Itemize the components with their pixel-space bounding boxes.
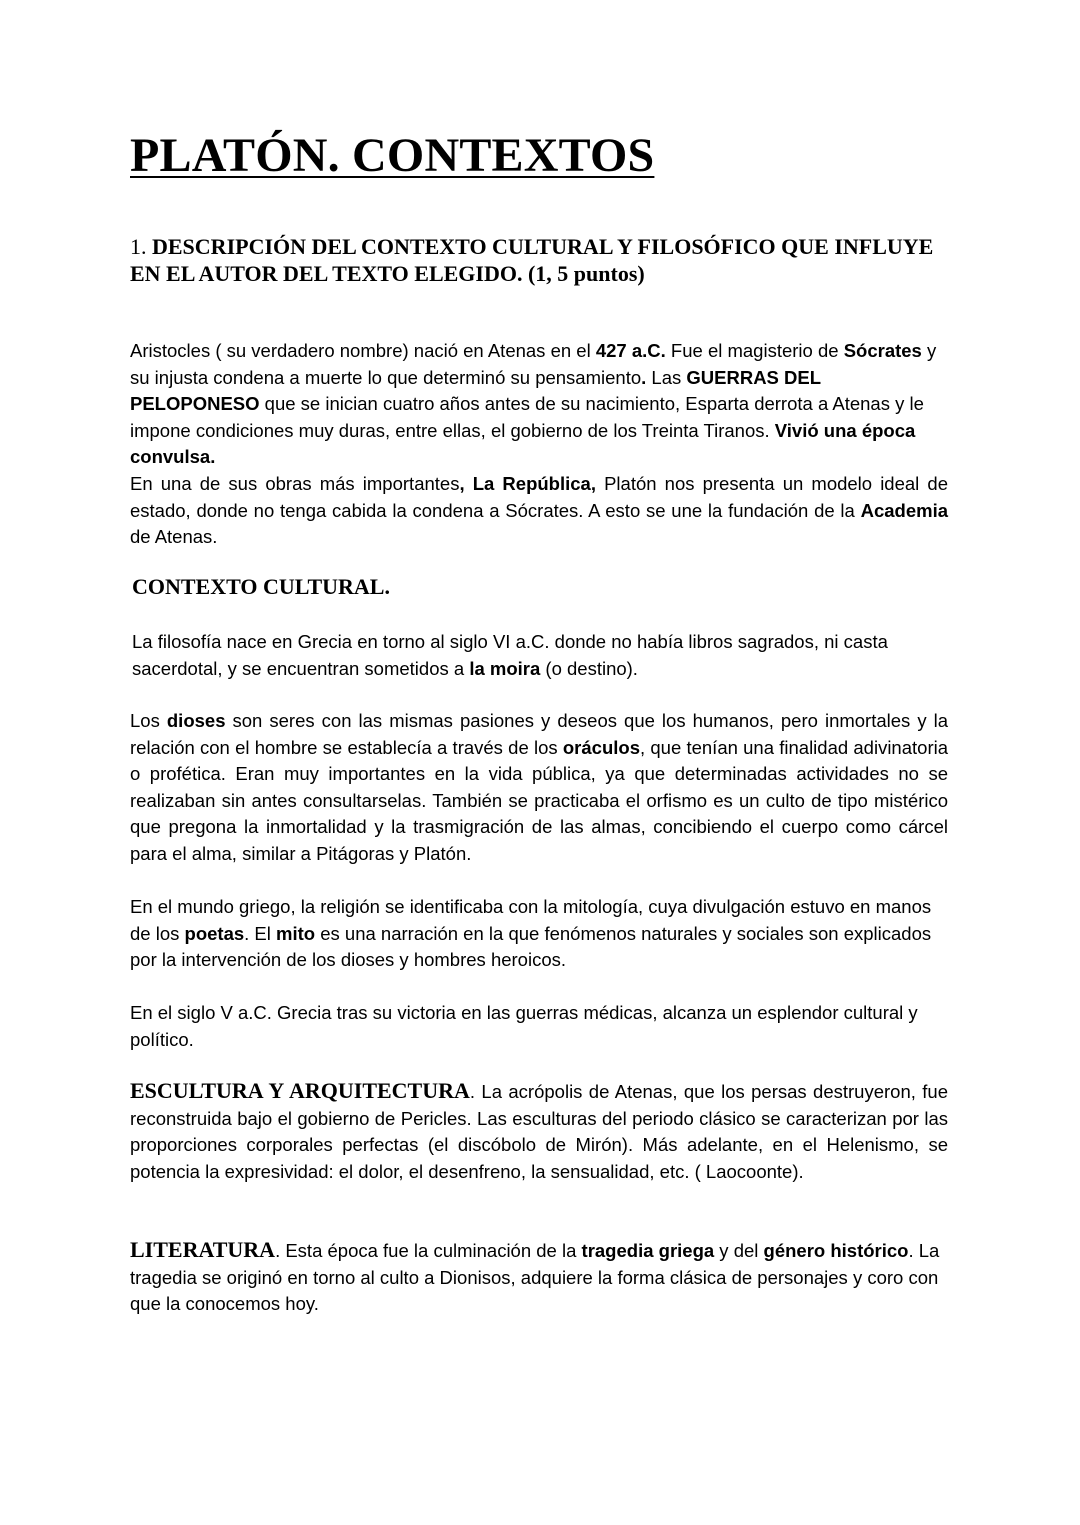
cultural-paragraph-2: Los dioses son seres con las mismas pasiones y deseos que los humanos, pero inmortales y la relación con el hombre se establecía a través de los oráculos, que tenían una finalidad adivinatoria o profética. Eran muy importantes en la vida pública, ya que determinadas actividades no se realizaban sin antes consultarselas. También se practicaba el orfismo es un culto de tipo mistérico que pregona la inmortalidad y la trasmigración de las almas, concibiendo el cuerpo como cárcel para el alma, similar a Pitágoras y Platón. (130, 710, 949, 864)
literature-paragraph: LITERATURA. Esta época fue la culminación de la tragedia griega y del género histórico. La tragedia se originó en torno al culto a Dionisos, adquiere la forma clásica de personajes y coro con que la conocemos hoy. (130, 1237, 940, 1315)
question-points: (1, 5 puntos) (527, 261, 645, 286)
sculpture-heading: ESCULTURA Y ARQUITECTURA (130, 1078, 470, 1103)
literature-heading: LITERATURA (130, 1237, 276, 1262)
intro-paragraph-2: En una de sus obras más importantes, La República, Platón nos presenta un modelo ideal de estado, donde no tenga cabida la condena a Sócrates. A esto se une la fundación de la Academia de Atenas. (130, 473, 948, 548)
page-title: PLATÓN. CONTEXTOS (130, 129, 655, 182)
question-text: DESCRIPCIÓN DEL CONTEXTO CULTURAL Y FILOSÓFICO QUE INFLUYE EN EL AUTOR DEL TEXTO ELEGIDO. (130, 234, 934, 286)
question-heading (130, 233, 948, 287)
cultural-paragraph-3: En el mundo griego, la religión se identificaba con la mitología, cuya divulgación estuvo en manos de los poetas. El mito es una narración en la que fenómenos naturales y sociales son explicados por la intervención de los dioses y hombres heroicos. (130, 896, 932, 971)
sculpture-architecture-paragraph: ESCULTURA Y ARQUITECTURA. La acrópolis de Atenas, que los persas destruyeron, fue reconstruida bajo el gobierno de Pericles. Las esculturas del periodo clásico se caracterizan por las proporciones corporales perfectas (el discóbolo de Mirón). Más adelante, en el Helenismo, se potencia la expresividad: el dolor, el desenfreno, la sensualidad, etc. ( Laocoonte). (130, 1078, 948, 1182)
intro-paragraph-1: Aristocles ( su verdadero nombre) nació en Atenas en el 427 a.C. Fue el magisterio de Sócrates y su injusta condena a muerte lo que determinó su pensamiento. Las GUERRAS DEL PELOPONESO que se inician cuatro años antes de su nacimiento, Esparta derrota a Atenas y le impone condiciones muy duras, entre ellas, el gobierno de los Treinta Tiranos. Vivió una época convulsa. (130, 340, 937, 468)
cultural-paragraph-1: La filosofía nace en Grecia en torno al siglo VI a.C. donde no había libros sagrados, ni casta sacerdotal, y se encuentran sometidos a la moira (o destino). (132, 631, 888, 679)
section-heading-cultural: CONTEXTO CULTURAL. (132, 574, 390, 599)
question-number: 1. (130, 234, 147, 259)
cultural-paragraph-4: En el siglo V a.C. Grecia tras su victoria en las guerras médicas, alcanza un esplendor cultural y político. (130, 1002, 918, 1050)
